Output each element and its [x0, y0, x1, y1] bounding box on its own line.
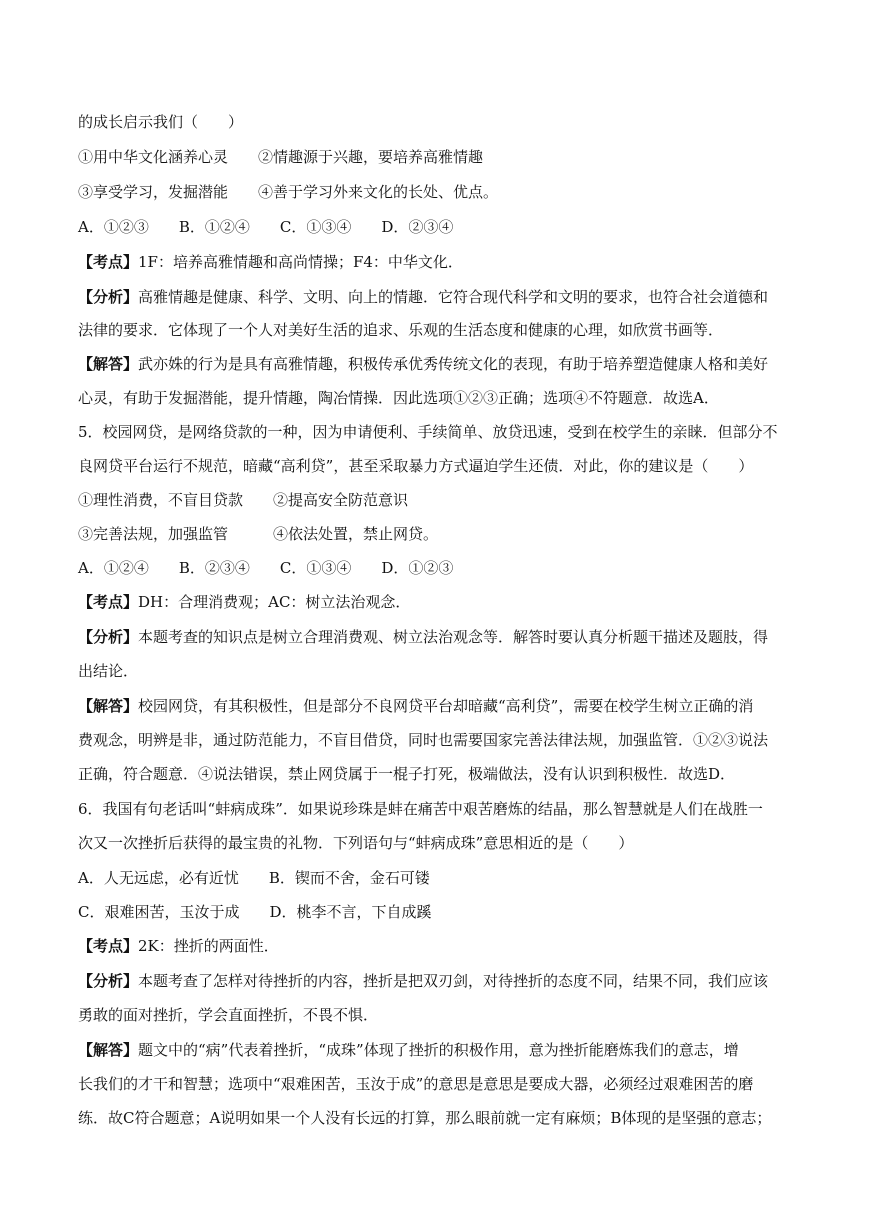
section-tag: 【分析】 [78, 288, 139, 306]
text-line: 6．我国有句老话叫“蚌病成珠”．如果说珍珠是蚌在痛苦中艰苦磨炼的结晶，那么智慧就是人们在战胜一 [78, 800, 763, 818]
text-line [78, 696, 753, 716]
section-tag: 【解答】 [78, 697, 139, 715]
section-tag: 【考点】 [78, 253, 139, 271]
text-line: 次又一次挫折后获得的最宝贵的礼物．下列语句与“蚌病成珠”意思相近的是（ ） [78, 834, 634, 852]
text-line: 练．故C符合题意；A说明如果一个人没有长远的打算，那么眼前就一定有麻烦；B体现的是坚强的意志； [78, 1109, 772, 1127]
section-text: 题文中的“病”代表着挫折，“成珠”体现了挫折的积极作用，意为挫折能磨炼我们的意志，增 [138, 1041, 739, 1059]
section-tag: 【考点】 [78, 937, 139, 955]
text-line: C．艰难困苦，玉汝于成 D．桃李不言，下自成蹊 [78, 903, 432, 921]
section-tag: 【解答】 [78, 1041, 139, 1059]
section-text: 武亦姝的行为是具有高雅情趣，积极传承优秀传统文化的表现，有助于培养塑造健康人格和美好 [138, 355, 769, 373]
text-line: ③完善法规，加强监管 ④依法处置，禁止网贷。 [78, 525, 439, 543]
text-line: A．①②③ B．①②④ C．①③④ D．②③④ [78, 218, 454, 236]
text-line: ③享受学习，发掘潜能 ④善于学习外来文化的长处、优点。 [78, 183, 499, 201]
section-tag: 【分析】 [78, 628, 139, 646]
section-text: 本题考查了怎样对待挫折的内容，挫折是把双刃剑，对待挫折的态度不同，结果不同，我们应该 [138, 972, 769, 990]
text-line: 长我们的才干和智慧；选项中“艰难困苦，玉汝于成”的意思是意思是要成大器，必须经过艰难困苦的磨 [78, 1075, 754, 1093]
text-line: 5．校园网贷，是网络贷款的一种，因为申请便利、手续简单、放贷迅速，受到在校学生的亲睐．但部分不 [78, 423, 778, 441]
text-line [78, 627, 768, 647]
text-line [78, 354, 768, 374]
text-line: 费观念，明辨是非，通过防范能力，不盲目借贷，同时也需要国家完善法律法规，加强监管．①②③说法 [78, 731, 769, 749]
text-line [78, 252, 463, 272]
text-line: 正确，符合题意．④说法错误，禁止网贷属于一棍子打死，极端做法，没有认识到积极性．故选D． [78, 765, 736, 783]
text-line [78, 1040, 739, 1060]
text-line [78, 592, 410, 612]
text-line: 法律的要求．它体现了一个人对美好生活的追求、乐观的生活态度和健康的心理，如欣赏书画等． [78, 321, 724, 339]
text-line [78, 936, 279, 956]
text-line: 良网贷平台运行不规范，暗藏“高利贷”，甚至采取暴力方式逼迫学生还债．对此，你的建议是（ ） [78, 457, 754, 475]
section-text: 校园网贷，有其积极性，但是部分不良网贷平台却暗藏“高利贷”，需要在校学生树立正确的消 [138, 697, 754, 715]
section-text: 高雅情趣是健康、科学、文明、向上的情趣．它符合现代科学和文明的要求，也符合社会道德和 [138, 288, 769, 306]
text-line: 出结论． [78, 662, 139, 680]
text-line [78, 971, 768, 991]
section-tag: 【解答】 [78, 355, 139, 373]
text-line: 的成长启示我们（ ） [78, 113, 244, 131]
text-line: A．人无远虑，必有近忧 B．锲而不舍，金石可镂 [78, 869, 430, 887]
section-tag: 【考点】 [78, 593, 139, 611]
text-line [78, 287, 768, 307]
text-line: 勇敢的面对挫折，学会直面挫折，不畏不惧． [78, 1006, 379, 1024]
section-tag: 【分析】 [78, 972, 139, 990]
text-line: 心灵，有助于发掘潜能，提升情趣，陶冶情操．因此选项①②③正确；选项④不符题意．故选A． [78, 389, 719, 407]
section-text: 本题考查的知识点是树立合理消费观、树立法治观念等．解答时要认真分析题干描述及题肢，得 [138, 628, 769, 646]
text-line: ①理性消费，不盲目贷款 ②提高安全防范意识 [78, 491, 409, 509]
section-text: 2K：挫折的两面性． [138, 937, 279, 955]
section-text: 1F：培养高雅情趣和高尚情操；F4：中华文化． [138, 253, 463, 271]
text-line: ①用中华文化涵养心灵 ②情趣源于兴趣，要培养高雅情趣 [78, 148, 484, 166]
section-text: DH：合理消费观；AC：树立法治观念． [138, 593, 411, 611]
text-line: A．①②④ B．②③④ C．①③④ D．①②③ [78, 559, 454, 577]
